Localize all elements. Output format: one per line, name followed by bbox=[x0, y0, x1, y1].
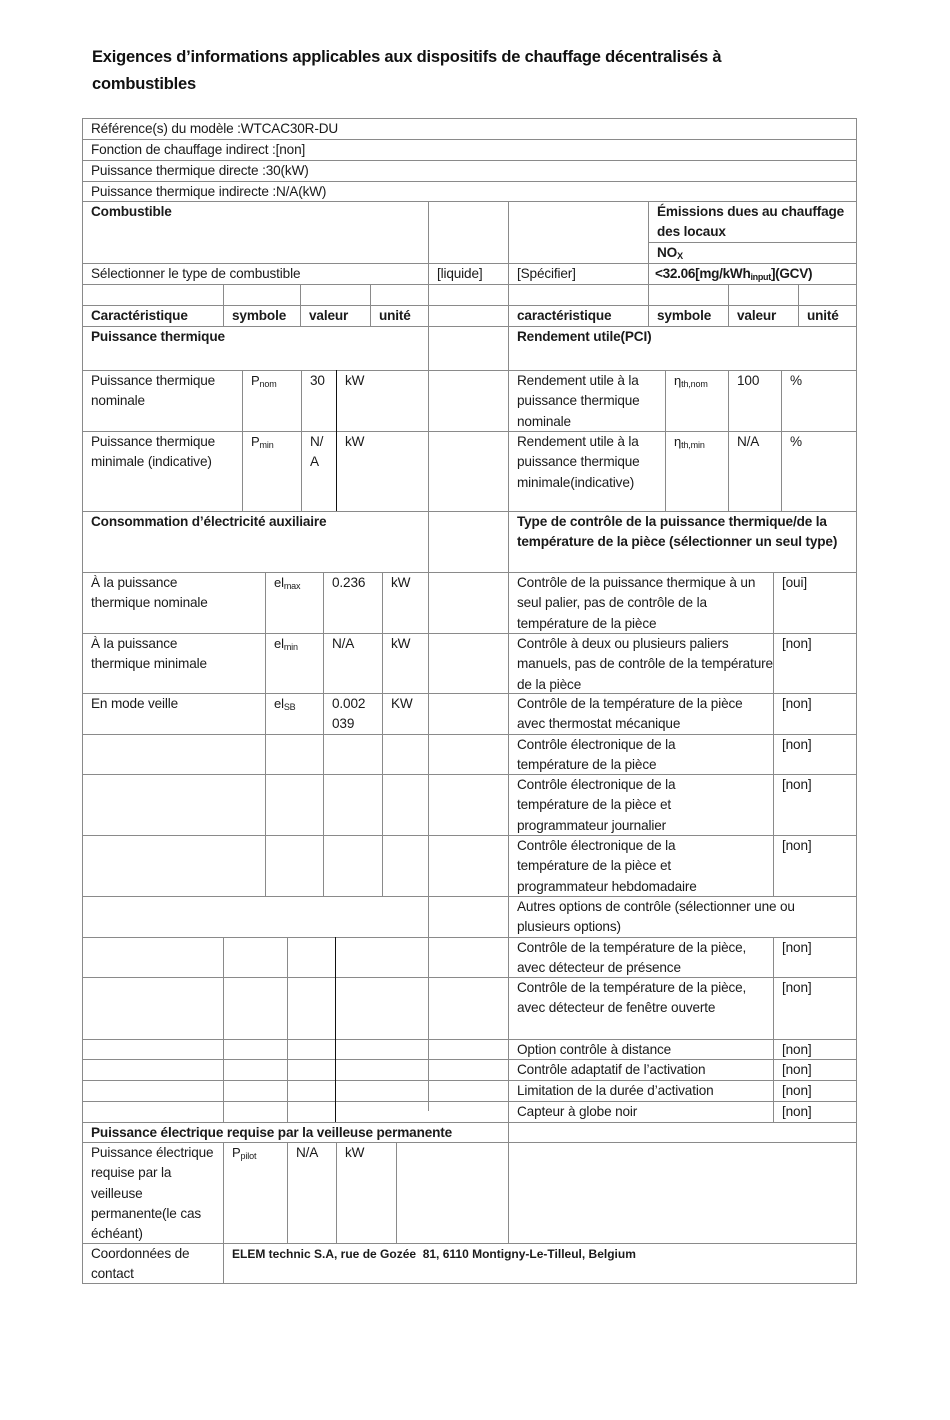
heat-output-minimum-value: N/A bbox=[310, 434, 324, 470]
heat-output-nominal-unit: kW bbox=[345, 373, 365, 388]
control-option-electronic-daily-timer-value: [non] bbox=[782, 777, 812, 792]
nox-emission-value: <32.06[mg/kWhinput](GCV) bbox=[655, 266, 813, 282]
aux-elmax-unit: kW bbox=[391, 575, 411, 590]
heat-output-nominal-value: 30 bbox=[310, 373, 325, 388]
model-reference: Référence(s) du modèle :WTCAC30R-DU bbox=[91, 121, 339, 136]
control-option-mechanical-thermostat: Contrôle de la température de la pièce avec thermostat mécanique bbox=[517, 696, 743, 732]
fuel-specify-value: [Spécifier] bbox=[517, 266, 576, 281]
col-header-unit-left: unité bbox=[379, 308, 411, 323]
efficiency-nominal-label: Rendement utile à la puissance thermique nominale bbox=[517, 373, 640, 429]
aux-elmin-label: À la puissance thermique minimale bbox=[91, 636, 207, 672]
col-header-value-left: valeur bbox=[309, 308, 349, 323]
col-header-symbol-right: symbole bbox=[657, 308, 712, 323]
heat-output-nominal-label: Puissance thermique nominale bbox=[91, 373, 216, 409]
pilot-unit: kW bbox=[345, 1145, 365, 1160]
control-option-two-stage-manual: Contrôle à deux ou plusieurs paliers manuels, pas de contrôle de la température de la pièce bbox=[517, 636, 773, 692]
other-option-presence-detection-value: [non] bbox=[782, 940, 812, 955]
other-option-adaptive-start: Contrôle adaptatif de l’activation bbox=[517, 1062, 706, 1077]
efficiency-nominal-value: 100 bbox=[737, 373, 760, 388]
fuel-type-value: [liquide] bbox=[437, 266, 483, 281]
control-option-electronic-weekly-timer: Contrôle électronique de la température de la pièce et programmateur hebdomadaire bbox=[517, 838, 697, 894]
other-option-black-bulb-sensor: Capteur à globe noir bbox=[517, 1104, 638, 1119]
emissions-label: Émissions dues au chauffage des locaux bbox=[657, 204, 845, 240]
nox-label: NOX bbox=[657, 245, 683, 261]
aux-elsb-label: En mode veille bbox=[91, 696, 179, 711]
direct-heat-output: Puissance thermique directe :30(kW) bbox=[91, 163, 309, 178]
document-title: Exigences d’informations applicables aux dispositifs de chauffage décentralisés à combustibles bbox=[92, 48, 722, 93]
pilot-section-title: Puissance électrique requise par la veilleuse permanente bbox=[91, 1125, 453, 1140]
control-option-single-stage-value: [oui] bbox=[782, 575, 807, 590]
pilot-label: Puissance électrique requise par la veilleuse permanente(le cas échéant) bbox=[91, 1145, 214, 1242]
col-header-symbol-left: symbole bbox=[232, 308, 287, 323]
aux-elmin-symbol: elmin bbox=[274, 636, 298, 652]
other-option-open-window-detection: Contrôle de la température de la pièce, avec détecteur de fenêtre ouverte bbox=[517, 980, 747, 1016]
col-header-unit-right: unité bbox=[807, 308, 839, 323]
other-option-presence-detection: Contrôle de la température de la pièce, avec détecteur de présence bbox=[517, 940, 747, 976]
indirect-heat-output: Puissance thermique indirecte :N/A(kW) bbox=[91, 184, 327, 199]
pilot-value: N/A bbox=[296, 1145, 319, 1160]
efficiency-minimum-symbol: ηth,min bbox=[674, 434, 705, 450]
col-header-value-right: valeur bbox=[737, 308, 777, 323]
heat-output-minimum-unit: kW bbox=[345, 434, 365, 449]
control-option-electronic-value: [non] bbox=[782, 737, 812, 752]
other-controls-section-title: Autres options de contrôle (sélectionner une ou plusieurs options) bbox=[517, 899, 795, 935]
aux-elmax-symbol: elmax bbox=[274, 575, 301, 591]
col-header-characteristic-right: caractéristique bbox=[517, 308, 612, 323]
efficiency-minimum-value: N/A bbox=[737, 434, 760, 449]
other-option-remote-control-value: [non] bbox=[782, 1042, 812, 1057]
other-option-adaptive-start-value: [non] bbox=[782, 1062, 812, 1077]
heat-output-minimum-symbol: Pmin bbox=[251, 434, 274, 450]
control-option-electronic-weekly-timer-value: [non] bbox=[782, 838, 812, 853]
aux-elsb-symbol: elSB bbox=[274, 696, 296, 712]
other-option-black-bulb-sensor-value: [non] bbox=[782, 1104, 812, 1119]
control-option-mechanical-thermostat-value: [non] bbox=[782, 696, 812, 711]
indirect-heating-function: Fonction de chauffage indirect :[non] bbox=[91, 142, 306, 157]
aux-elmax-value: 0.236 bbox=[332, 575, 366, 590]
fuel-type-select-label: Sélectionner le type de combustible bbox=[91, 266, 301, 281]
efficiency-minimum-label: Rendement utile à la puissance thermique minimale(indicative) bbox=[517, 434, 640, 490]
aux-elsb-unit: KW bbox=[391, 696, 413, 711]
aux-electricity-section-title: Consommation d’électricité auxiliaire bbox=[91, 514, 327, 529]
control-type-section-title: Type de contrôle de la puissance thermique/de la température de la pièce (sélectionner un seul type) bbox=[517, 514, 838, 550]
other-option-open-window-detection-value: [non] bbox=[782, 980, 812, 995]
efficiency-nominal-symbol: ηth,nom bbox=[674, 373, 708, 389]
fuel-label: Combustible bbox=[91, 204, 172, 219]
efficiency-nominal-unit: % bbox=[790, 373, 802, 388]
efficiency-section-title: Rendement utile(PCI) bbox=[517, 329, 652, 344]
control-option-single-stage: Contrôle de la puissance thermique à un seul palier, pas de contrôle de la température de la pièce bbox=[517, 575, 756, 631]
aux-elmin-value: N/A bbox=[332, 636, 355, 651]
contact-value: ELEM technic S.A, rue de Gozée 81, 6110 Montigny-Le-Tilleul, Belgium bbox=[232, 1247, 636, 1261]
heat-output-nominal-symbol: Pnom bbox=[251, 373, 277, 389]
control-option-two-stage-manual-value: [non] bbox=[782, 636, 812, 651]
aux-elmin-unit: kW bbox=[391, 636, 411, 651]
other-option-remote-control: Option contrôle à distance bbox=[517, 1042, 672, 1057]
efficiency-minimum-unit: % bbox=[790, 434, 802, 449]
heat-output-section-title: Puissance thermique bbox=[91, 329, 225, 344]
heat-output-minimum-label: Puissance thermique minimale (indicative) bbox=[91, 434, 216, 470]
other-option-working-time-limitation-value: [non] bbox=[782, 1083, 812, 1098]
aux-elmax-label: À la puissance thermique nominale bbox=[91, 575, 208, 611]
pilot-symbol: Ppilot bbox=[232, 1145, 257, 1161]
contact-label: Coordonnées de contact bbox=[91, 1246, 190, 1282]
aux-elsb-value: 0.002 039 bbox=[332, 696, 366, 732]
col-header-characteristic-left: Caractéristique bbox=[91, 308, 188, 323]
control-option-electronic-daily-timer: Contrôle électronique de la température de la pièce et programmateur journalier bbox=[517, 777, 676, 833]
control-option-electronic: Contrôle électronique de la température de la pièce bbox=[517, 737, 676, 773]
other-option-working-time-limitation: Limitation de la durée d’activation bbox=[517, 1083, 714, 1098]
